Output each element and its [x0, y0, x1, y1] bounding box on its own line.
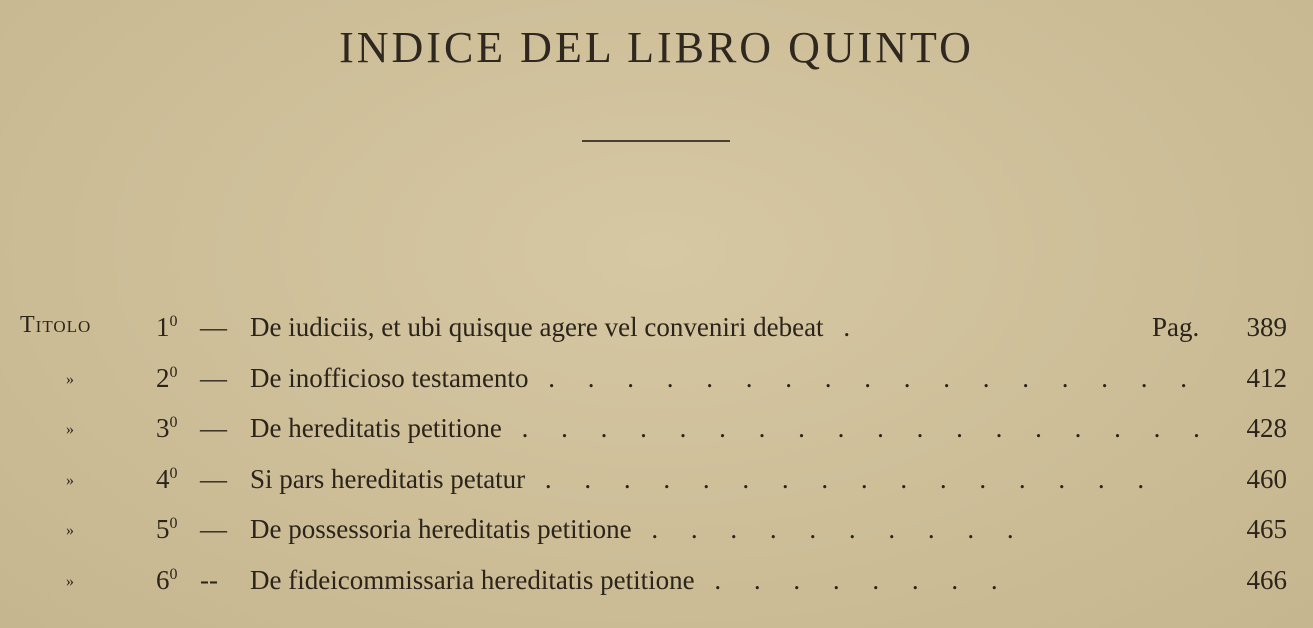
toc-entry	[250, 514, 1027, 545]
toc-leader: . . . . . . . .	[694, 564, 1011, 595]
toc-entry-text: De iudiciis, et ubi quisque agere vel conveniri debeat	[250, 312, 824, 342]
toc-entry-text: De possessoria hereditatis petitione	[250, 514, 632, 545]
toc-entry-text: Si pars hereditatis petatur	[250, 463, 526, 494]
toc-label: »	[66, 522, 75, 540]
toc-entry-text: De hereditatis petitione	[250, 413, 502, 444]
toc-number-value: 2	[156, 362, 170, 393]
toc-number-value: 4	[156, 463, 170, 494]
toc-dash: —	[200, 312, 227, 342]
toc-label: Titolo	[20, 312, 92, 338]
toc-number-value: 1	[156, 312, 170, 342]
toc-number	[156, 565, 178, 596]
toc-leader: . . . . . . . . . .	[631, 514, 1027, 545]
toc-row	[0, 464, 1313, 515]
toc-entry	[250, 363, 1200, 394]
toc-row	[0, 514, 1313, 565]
toc-number-sup: 0	[169, 414, 178, 432]
toc-number-sup: 0	[169, 313, 178, 330]
toc-leader: .	[823, 312, 864, 342]
toc-leader: . . . . . . . . . . . . . . . . .	[528, 362, 1200, 393]
toc-number-sup: 0	[169, 464, 178, 482]
toc-page-number: 428	[1246, 413, 1287, 444]
toc-pag-label: Pag.	[1152, 312, 1200, 342]
toc-number-sup: 0	[169, 363, 178, 381]
toc-entry	[250, 464, 1157, 495]
toc-row	[0, 312, 1313, 363]
toc-label: »	[66, 421, 75, 439]
toc-entry	[250, 565, 1011, 596]
toc-entry	[250, 312, 863, 343]
toc-label: »	[66, 572, 75, 590]
toc-leader: . . . . . . . . . . . . . . . . . .	[501, 413, 1213, 444]
toc-number	[156, 312, 178, 343]
title-rule	[582, 140, 730, 142]
toc-entry-text: De fideicommissaria hereditatis petitione	[250, 564, 695, 595]
toc-row	[0, 413, 1313, 464]
toc-leader: . . . . . . . . . . . . . . . .	[525, 463, 1158, 494]
page-title: INDICE DEL LIBRO QUINTO	[339, 23, 974, 72]
toc-page-number: 389	[1246, 312, 1287, 342]
toc-page-number: 412	[1246, 362, 1287, 393]
toc-label: »	[66, 471, 75, 489]
toc-row	[0, 565, 1313, 616]
toc-page-number: 465	[1246, 514, 1287, 545]
toc-number-value: 3	[156, 413, 170, 444]
toc-number	[156, 514, 178, 545]
toc-number-value: 5	[156, 514, 170, 545]
toc-dash: —	[200, 362, 227, 393]
toc-dash: —	[200, 413, 227, 444]
toc-label: »	[66, 370, 75, 388]
toc-number-sup: 0	[169, 515, 178, 533]
toc-number-sup: 0	[169, 565, 178, 583]
toc-entry	[250, 413, 1213, 444]
toc-number	[156, 464, 178, 495]
toc-dash: --	[200, 564, 218, 595]
toc-entry-text: De inofficioso testamento	[250, 362, 529, 393]
toc-row	[0, 363, 1313, 414]
table-of-contents	[0, 312, 1313, 616]
toc-number-value: 6	[156, 564, 170, 595]
toc-page-number: 460	[1246, 463, 1287, 494]
toc-dash: —	[200, 463, 227, 494]
toc-page-number: 466	[1246, 564, 1287, 595]
toc-dash: —	[200, 514, 227, 545]
toc-number	[156, 413, 178, 444]
toc-number	[156, 363, 178, 394]
